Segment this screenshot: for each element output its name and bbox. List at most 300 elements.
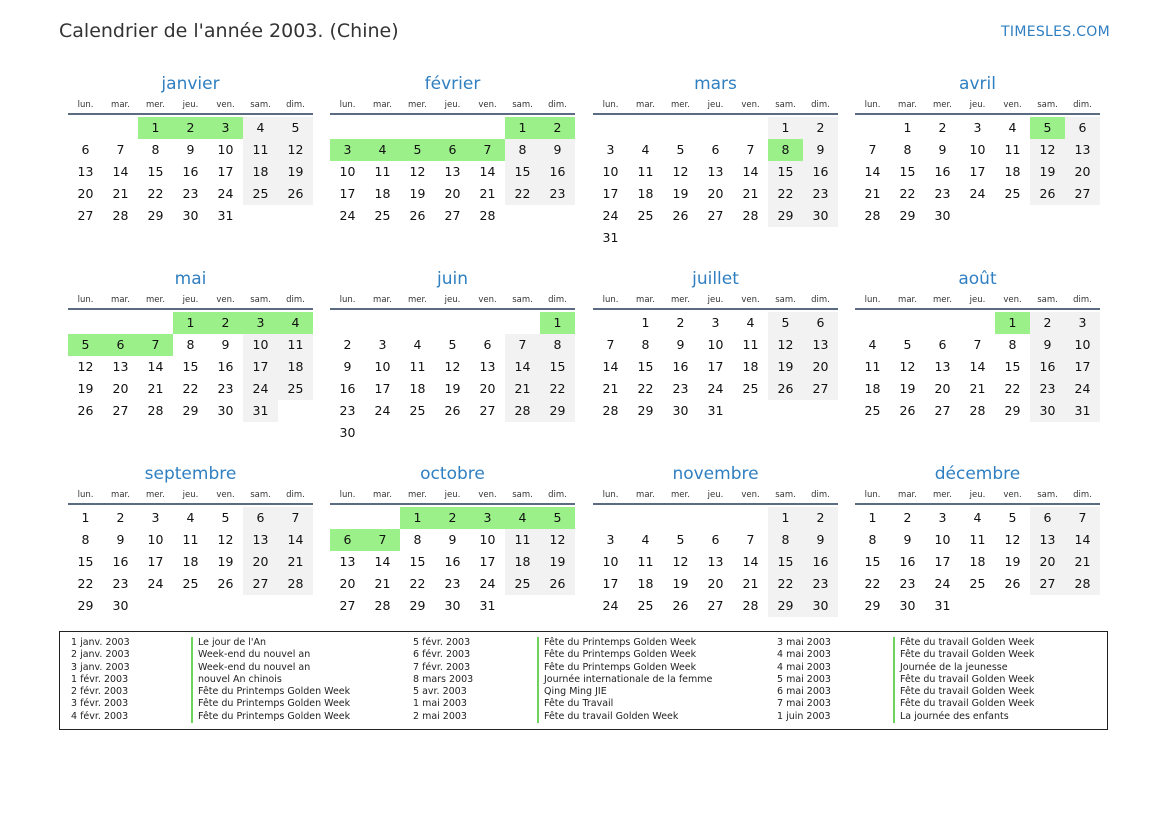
legend-date: 6 févr. 2003 [413, 649, 471, 661]
day-cell: 21 [479, 186, 496, 201]
weekday-label: dim. [548, 295, 567, 305]
day-cell: 3 [378, 337, 387, 352]
day-cell: 25 [409, 403, 426, 418]
day-cell: 11 [1004, 142, 1021, 157]
day-cell: 13 [1030, 529, 1065, 551]
day-cell: 4 [413, 337, 422, 352]
empty-cell [733, 507, 768, 529]
legend-holiday-name: Qing Ming JIE [537, 686, 712, 698]
empty-cell [103, 117, 138, 139]
weekday-label: sam. [512, 490, 533, 500]
day-cell: 16 [803, 551, 838, 573]
legend-holiday-name: La journée des enfants [893, 711, 1034, 723]
day-cell: 29 [409, 598, 426, 613]
day-cell: 8 [151, 142, 160, 157]
day-cell: 8 [413, 532, 422, 547]
day-cell: 15 [409, 554, 426, 569]
day-cell: 12 [899, 359, 916, 374]
day-cell: 6 [483, 337, 492, 352]
day-grid [593, 312, 838, 422]
weekday-header [593, 294, 838, 310]
day-cell: 18 [969, 554, 986, 569]
weekday-label: ven. [478, 490, 497, 500]
day-cell: 17 [934, 554, 951, 569]
day-cell: 19 [1004, 554, 1021, 569]
empty-cell [330, 117, 365, 139]
weekday-label: mer. [933, 100, 952, 110]
day-cell: 30 [339, 425, 356, 440]
day-cell: 2 [803, 507, 838, 529]
day-cell: 29 [1004, 403, 1021, 418]
day-cell: 9 [448, 532, 457, 547]
day-cell: 6 [243, 507, 278, 529]
day-cell: 28 [374, 598, 391, 613]
day-cell: 2 [1030, 312, 1065, 334]
day-cell: 1 [768, 117, 803, 139]
empty-cell [890, 312, 925, 334]
day-cell: 14 [969, 359, 986, 374]
day-cell: 25 [637, 598, 654, 613]
weekday-label: dim. [1073, 295, 1092, 305]
holiday-day-cell: 2 [173, 117, 208, 139]
day-cell: 19 [77, 381, 94, 396]
day-cell: 22 [864, 576, 881, 591]
day-cell: 25 [637, 208, 654, 223]
day-cell: 9 [540, 139, 575, 161]
weekday-label: sam. [512, 100, 533, 110]
day-cell: 10 [707, 337, 724, 352]
day-cell: 7 [746, 142, 755, 157]
weekday-header [855, 99, 1100, 115]
day-cell: 23 [899, 576, 916, 591]
weekday-label: mer. [671, 295, 690, 305]
month-1 [68, 73, 313, 227]
day-cell: 18 [374, 186, 391, 201]
weekday-label: ven. [216, 100, 235, 110]
day-cell: 22 [637, 381, 654, 396]
weekday-label: sam. [1037, 100, 1058, 110]
empty-cell [925, 312, 960, 334]
holiday-legend [59, 631, 1108, 730]
day-cell: 3 [606, 142, 615, 157]
day-cell: 1 [868, 510, 877, 525]
day-cell: 1 [903, 120, 912, 135]
weekday-label: lun. [339, 295, 356, 305]
day-cell: 19 [672, 576, 689, 591]
empty-cell [960, 312, 995, 334]
empty-cell [138, 312, 173, 334]
weekday-label: mar. [636, 295, 655, 305]
day-cell: 4 [641, 532, 650, 547]
day-cell: 16 [112, 554, 129, 569]
month-name: mai [174, 269, 207, 289]
day-cell: 25 [969, 576, 986, 591]
day-cell: 22 [505, 183, 540, 205]
day-cell: 16 [217, 359, 234, 374]
empty-cell [435, 117, 470, 139]
day-cell: 21 [742, 186, 759, 201]
day-cell: 18 [182, 554, 199, 569]
day-cell: 12 [672, 554, 689, 569]
empty-cell [68, 312, 103, 334]
day-cell: 1 [641, 315, 650, 330]
day-cell: 26 [899, 403, 916, 418]
day-cell: 27 [77, 208, 94, 223]
day-cell: 29 [182, 403, 199, 418]
weekday-header [68, 99, 313, 115]
empty-cell [470, 312, 505, 334]
weekday-label: lun. [77, 100, 94, 110]
holiday-day-cell: 1 [505, 117, 540, 139]
legend-date: 4 mai 2003 [777, 661, 831, 673]
month-name: septembre [144, 464, 237, 484]
day-cell: 10 [243, 334, 278, 356]
day-cell: 23 [112, 576, 129, 591]
legend-holiday-name: Fête du travail Golden Week [893, 686, 1034, 698]
holiday-day-cell: 3 [208, 117, 243, 139]
empty-cell [470, 117, 505, 139]
month-7 [593, 268, 838, 422]
day-cell: 7 [116, 142, 125, 157]
day-cell: 7 [746, 532, 755, 547]
day-cell: 26 [444, 403, 461, 418]
day-cell: 28 [112, 208, 129, 223]
day-cell: 20 [243, 551, 278, 573]
weekday-label: mer. [671, 490, 690, 500]
weekday-label: ven. [1003, 295, 1022, 305]
holiday-day-cell: 5 [400, 139, 435, 161]
day-cell: 28 [505, 400, 540, 422]
day-cell: 9 [221, 337, 230, 352]
month-2 [330, 73, 575, 227]
weekday-label: lun. [339, 490, 356, 500]
empty-cell [505, 312, 540, 334]
day-cell: 9 [343, 359, 352, 374]
day-cell: 19 [278, 161, 313, 183]
day-cell: 20 [479, 381, 496, 396]
empty-cell [365, 507, 400, 529]
weekday-label: lun. [77, 490, 94, 500]
day-cell: 16 [339, 381, 356, 396]
day-cell: 26 [217, 576, 234, 591]
day-cell: 13 [707, 554, 724, 569]
day-cell: 11 [969, 532, 986, 547]
day-cell: 25 [374, 208, 391, 223]
weekday-label: sam. [250, 295, 271, 305]
day-cell: 13 [1065, 139, 1100, 161]
weekday-label: lun. [864, 100, 881, 110]
day-cell: 18 [243, 161, 278, 183]
day-cell: 12 [1004, 532, 1021, 547]
day-cell: 17 [969, 164, 986, 179]
weekday-label: mar. [373, 100, 392, 110]
day-cell: 10 [217, 142, 234, 157]
legend-date: 3 janv. 2003 [71, 661, 130, 673]
day-cell: 7 [1065, 507, 1100, 529]
day-cell: 8 [641, 337, 650, 352]
day-cell: 26 [409, 208, 426, 223]
day-cell: 19 [899, 381, 916, 396]
day-cell: 15 [505, 161, 540, 183]
day-cell: 12 [77, 359, 94, 374]
weekday-label: sam. [775, 100, 796, 110]
day-cell: 10 [479, 532, 496, 547]
weekday-label: lun. [77, 295, 94, 305]
weekday-label: mer. [671, 100, 690, 110]
day-cell: 31 [217, 208, 234, 223]
empty-cell [330, 507, 365, 529]
day-cell: 31 [707, 403, 724, 418]
holiday-day-cell: 2 [208, 312, 243, 334]
weekday-label: mer. [408, 100, 427, 110]
day-cell: 13 [444, 164, 461, 179]
day-cell: 29 [768, 205, 803, 227]
month-name: décembre [934, 464, 1021, 484]
day-cell: 10 [339, 164, 356, 179]
day-cell: 2 [903, 510, 912, 525]
day-cell: 9 [803, 529, 838, 551]
weekday-header [330, 294, 575, 310]
month-name: avril [959, 74, 996, 94]
day-cell: 2 [938, 120, 947, 135]
day-cell: 20 [1065, 161, 1100, 183]
holiday-day-cell: 7 [365, 529, 400, 551]
day-cell: 8 [505, 139, 540, 161]
weekday-label: jeu. [707, 100, 724, 110]
day-cell: 24 [374, 403, 391, 418]
weekday-label: mer. [408, 490, 427, 500]
weekday-label: jeu. [969, 295, 986, 305]
day-cell: 17 [217, 164, 234, 179]
weekday-label: mar. [111, 490, 130, 500]
weekday-label: dim. [286, 490, 305, 500]
legend-holiday-name: Fête du travail Golden Week [893, 649, 1034, 661]
day-cell: 30 [112, 598, 129, 613]
holiday-day-cell: 2 [540, 117, 575, 139]
day-cell: 18 [505, 551, 540, 573]
holiday-day-cell: 1 [400, 507, 435, 529]
day-cell: 23 [1030, 378, 1065, 400]
legend-date: 7 févr. 2003 [413, 661, 471, 673]
month-11 [593, 463, 838, 617]
day-cell: 19 [768, 356, 803, 378]
empty-cell [103, 312, 138, 334]
day-grid [330, 117, 575, 227]
day-cell: 26 [768, 378, 803, 400]
day-cell: 27 [444, 208, 461, 223]
weekday-label: dim. [1073, 100, 1092, 110]
day-grid [330, 312, 575, 444]
legend-date: 4 févr. 2003 [71, 710, 129, 722]
empty-cell [593, 117, 628, 139]
day-cell: 15 [540, 356, 575, 378]
day-cell: 24 [147, 576, 164, 591]
day-cell: 10 [602, 164, 619, 179]
day-cell: 10 [374, 359, 391, 374]
day-cell: 16 [444, 554, 461, 569]
day-cell: 18 [637, 576, 654, 591]
month-name: mars [694, 74, 737, 94]
holiday-day-cell: 1 [540, 312, 575, 334]
weekday-label: lun. [602, 295, 619, 305]
day-cell: 26 [672, 208, 689, 223]
day-cell: 18 [742, 359, 759, 374]
day-cell: 6 [711, 532, 720, 547]
day-cell: 8 [81, 532, 90, 547]
weekday-label: ven. [216, 490, 235, 500]
day-cell: 24 [1065, 378, 1100, 400]
day-cell: 29 [147, 208, 164, 223]
day-cell: 17 [707, 359, 724, 374]
day-cell: 27 [1065, 183, 1100, 205]
day-cell: 11 [505, 529, 540, 551]
weekday-label: ven. [216, 295, 235, 305]
day-cell: 22 [899, 186, 916, 201]
legend-name-column [893, 637, 1034, 723]
day-cell: 23 [540, 183, 575, 205]
weekday-label: mar. [373, 295, 392, 305]
day-cell: 26 [278, 183, 313, 205]
day-cell: 12 [768, 334, 803, 356]
day-cell: 14 [278, 529, 313, 551]
empty-cell [365, 312, 400, 334]
legend-date: 6 mai 2003 [777, 686, 831, 698]
day-cell: 17 [1065, 356, 1100, 378]
day-cell: 15 [147, 164, 164, 179]
day-cell: 11 [742, 337, 759, 352]
day-cell: 3 [973, 120, 982, 135]
weekday-label: mar. [898, 490, 917, 500]
day-cell: 14 [112, 164, 129, 179]
day-cell: 5 [676, 532, 685, 547]
weekday-label: ven. [478, 295, 497, 305]
day-cell: 14 [1065, 529, 1100, 551]
day-cell: 4 [186, 510, 195, 525]
day-cell: 14 [864, 164, 881, 179]
weekday-label: jeu. [182, 295, 199, 305]
day-cell: 20 [934, 381, 951, 396]
day-cell: 30 [182, 208, 199, 223]
day-cell: 14 [742, 164, 759, 179]
day-cell: 8 [868, 532, 877, 547]
weekday-label: jeu. [707, 295, 724, 305]
day-cell: 24 [707, 381, 724, 396]
holiday-day-cell: 7 [138, 334, 173, 356]
day-grid [68, 117, 313, 227]
day-cell: 28 [147, 403, 164, 418]
weekday-label: sam. [250, 100, 271, 110]
day-cell: 5 [448, 337, 457, 352]
day-cell: 19 [409, 186, 426, 201]
day-cell: 21 [1065, 551, 1100, 573]
weekday-label: lun. [864, 490, 881, 500]
day-cell: 27 [707, 598, 724, 613]
day-cell: 13 [934, 359, 951, 374]
weekday-label: ven. [1003, 490, 1022, 500]
day-cell: 11 [637, 164, 654, 179]
weekday-label: jeu. [969, 100, 986, 110]
day-cell: 12 [409, 164, 426, 179]
day-cell: 12 [217, 532, 234, 547]
day-cell: 20 [112, 381, 129, 396]
day-cell: 28 [278, 573, 313, 595]
legend-date: 8 mars 2003 [413, 673, 474, 685]
day-grid [68, 507, 313, 617]
day-cell: 6 [81, 142, 90, 157]
day-grid [68, 312, 313, 422]
day-cell: 29 [77, 598, 94, 613]
month-8 [855, 268, 1100, 422]
day-cell: 15 [77, 554, 94, 569]
day-cell: 29 [540, 400, 575, 422]
day-cell: 17 [374, 381, 391, 396]
day-cell: 10 [1065, 334, 1100, 356]
legend-date: 4 mai 2003 [777, 649, 831, 661]
month-name: février [424, 74, 481, 94]
day-cell: 31 [934, 598, 951, 613]
day-cell: 18 [1004, 164, 1021, 179]
brand-link[interactable]: TIMESLES.COM [1001, 24, 1110, 40]
day-cell: 17 [339, 186, 356, 201]
empty-cell [400, 117, 435, 139]
legend-date: 2 mai 2003 [413, 710, 467, 722]
day-cell: 1 [81, 510, 90, 525]
day-cell: 2 [803, 117, 838, 139]
day-cell: 30 [803, 205, 838, 227]
weekday-header [330, 489, 575, 505]
day-cell: 15 [182, 359, 199, 374]
month-name: août [958, 269, 997, 289]
legend-date: 2 févr. 2003 [71, 686, 129, 698]
day-cell: 27 [339, 598, 356, 613]
weekday-label: sam. [512, 295, 533, 305]
day-cell: 11 [278, 334, 313, 356]
weekday-label: mer. [146, 100, 165, 110]
day-cell: 6 [1030, 507, 1065, 529]
empty-cell [698, 117, 733, 139]
day-cell: 12 [672, 164, 689, 179]
month-3 [593, 73, 838, 249]
empty-cell [365, 117, 400, 139]
day-cell: 28 [602, 403, 619, 418]
day-cell: 5 [903, 337, 912, 352]
weekday-label: mar. [636, 490, 655, 500]
day-cell: 15 [899, 164, 916, 179]
day-cell: 2 [343, 337, 352, 352]
day-cell: 17 [147, 554, 164, 569]
day-cell: 15 [864, 554, 881, 569]
legend-holiday-name: Week-end du nouvel an [191, 662, 350, 674]
day-cell: 7 [606, 337, 615, 352]
day-cell: 26 [77, 403, 94, 418]
legend-name-column [537, 637, 712, 723]
day-cell: 23 [803, 183, 838, 205]
day-grid [593, 117, 838, 249]
day-cell: 13 [243, 529, 278, 551]
day-cell: 16 [1030, 356, 1065, 378]
legend-holiday-name: Fête du travail Golden Week [893, 698, 1034, 710]
day-cell: 11 [864, 359, 881, 374]
holiday-day-cell: 5 [1030, 117, 1065, 139]
empty-cell [400, 312, 435, 334]
day-cell: 3 [711, 315, 720, 330]
day-cell: 19 [672, 186, 689, 201]
day-cell: 26 [1004, 576, 1021, 591]
empty-cell [330, 312, 365, 334]
day-cell: 7 [278, 507, 313, 529]
day-cell: 10 [147, 532, 164, 547]
legend-holiday-name: Week-end du nouvel an [191, 649, 350, 661]
